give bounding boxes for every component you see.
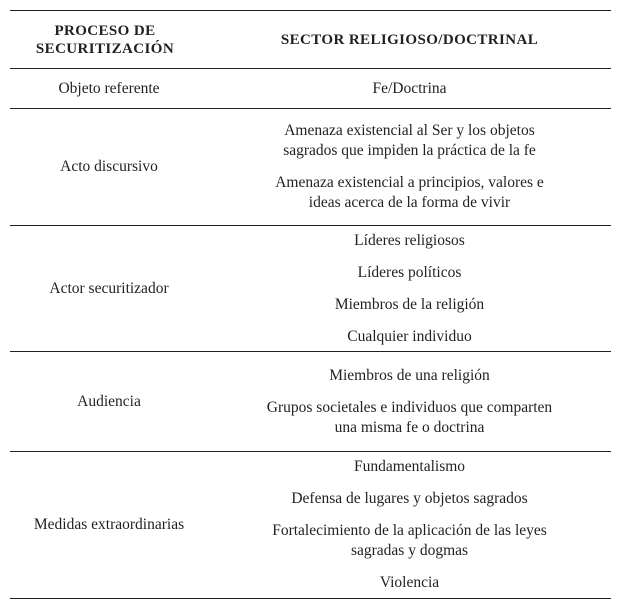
row-content-cell	[208, 69, 611, 108]
table-row	[10, 226, 611, 352]
item-line: Violencia	[379, 574, 440, 591]
item-line: sagradas y dogmas	[350, 542, 469, 559]
header-proceso-line: SECURITIZACIÓN	[35, 40, 175, 57]
row-label: Objeto referente	[58, 79, 160, 97]
list-item	[347, 327, 471, 347]
list-item	[335, 295, 484, 315]
row-content-cell	[208, 352, 611, 451]
item-line: ideas acerca de la forma de vivir	[308, 194, 511, 211]
row-content-cell	[208, 452, 611, 598]
item-line: Miembros de una religión	[329, 366, 490, 384]
item-line: Defensa de lugares y objetos sagrados	[291, 490, 528, 507]
row-label-cell	[10, 69, 208, 108]
item-line: Miembros de la religión	[334, 295, 485, 313]
item-line: Amenaza existencial al Ser y los objetos	[284, 122, 535, 139]
list-item	[372, 79, 446, 99]
list-item	[275, 173, 544, 213]
securitization-table	[10, 10, 611, 599]
row-label-cell	[10, 226, 208, 351]
header-sector	[208, 11, 611, 68]
header-proceso	[10, 11, 208, 68]
item-line: Fundamentalismo	[353, 458, 466, 475]
header-sector-label: SECTOR RELIGIOSO/DOCTRINAL	[280, 31, 539, 48]
list-item	[354, 457, 465, 477]
item-line: Fortalecimiento de la aplicación de las leyes	[272, 522, 547, 539]
list-item	[329, 366, 490, 386]
table-row	[10, 69, 611, 109]
table-header-row	[10, 10, 611, 69]
item-line: Grupos societales e individuos que comparten	[266, 398, 553, 416]
item-line: Líderes religiosos	[354, 231, 465, 249]
list-item	[291, 489, 527, 509]
row-label: Medidas extraordinarias	[33, 516, 185, 533]
row-label-cell	[10, 452, 208, 598]
list-item	[283, 121, 536, 161]
list-item	[267, 398, 552, 438]
item-line: Fe/Doctrina	[372, 79, 447, 97]
list-item	[354, 231, 465, 251]
item-line: Cualquier individuo	[347, 327, 472, 345]
table-row	[10, 352, 611, 452]
table-row	[10, 452, 611, 599]
row-content-cell	[208, 226, 611, 351]
table-row	[10, 109, 611, 226]
list-item	[358, 263, 462, 283]
header-proceso-line: PROCESO DE	[54, 22, 156, 39]
item-line: Amenaza existencial a principios, valores e	[275, 174, 544, 191]
item-line: sagrados que impiden la práctica de la fe	[283, 142, 536, 159]
item-line: Líderes políticos	[357, 263, 462, 281]
list-item	[272, 521, 547, 561]
row-label: Audiencia	[77, 392, 141, 410]
item-line: una misma fe o doctrina	[334, 418, 485, 436]
row-label: Actor securitizador	[49, 279, 169, 297]
row-label-cell	[10, 109, 208, 225]
list-item	[380, 573, 439, 593]
row-label: Acto discursivo	[60, 158, 158, 175]
row-label-cell	[10, 352, 208, 451]
row-content-cell	[208, 109, 611, 225]
